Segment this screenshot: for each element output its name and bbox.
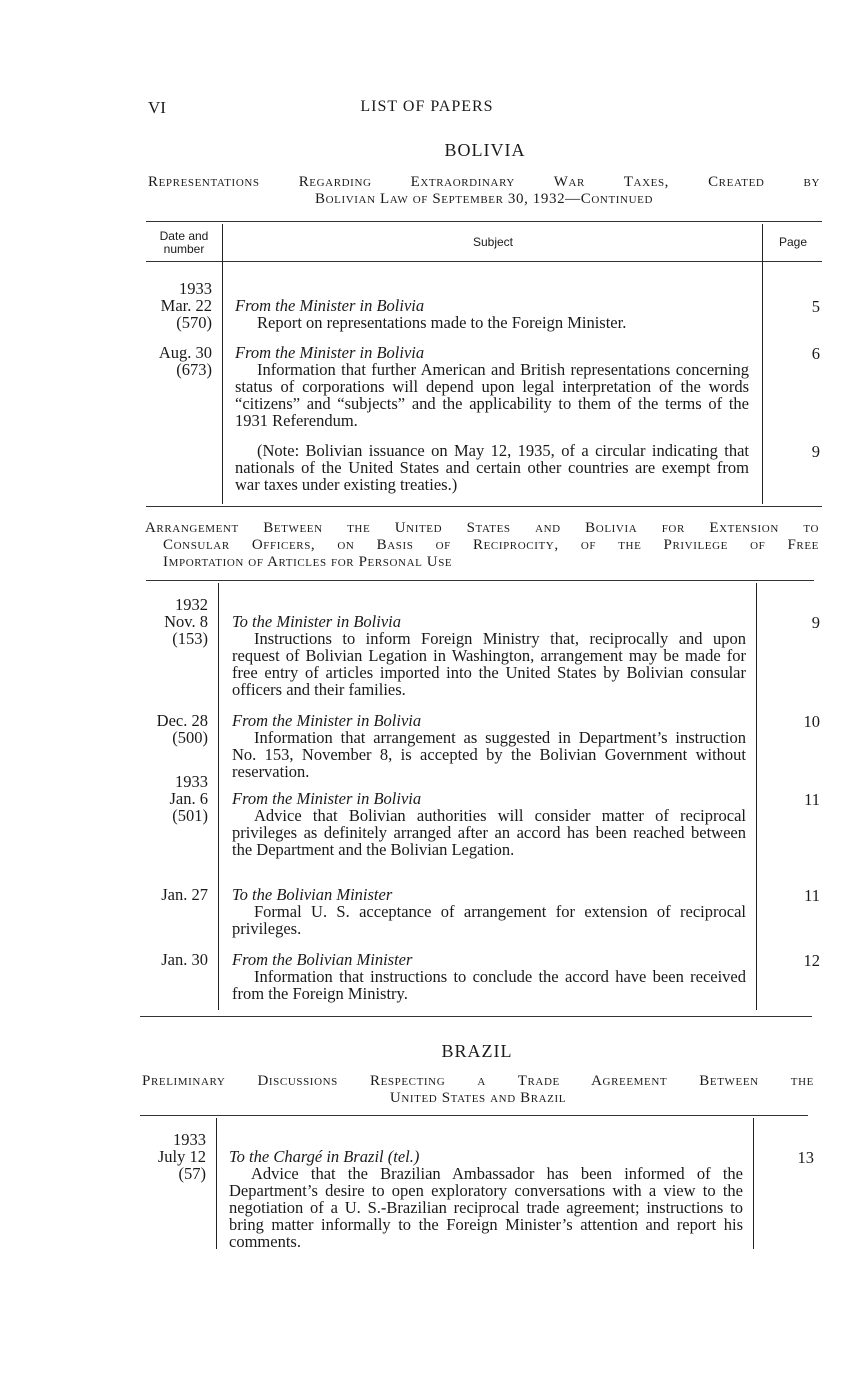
entry-date: 1933 July 12 (57)	[157, 1130, 206, 1183]
entry-summary: Information that further American and British representations concerning status of corporations will depend upon legal interpretation of the words “citizens” and “subjects” and the applicability to them of the terms of the 1931 Referendum.	[235, 360, 749, 430]
entry-heading: From the Bolivian Minister	[232, 950, 413, 969]
entry-summary: Information that instructions to conclude the accord have been received from the Foreign Ministry.	[232, 967, 746, 1003]
section-title-war-taxes	[148, 174, 820, 208]
section-title-consular-privileges	[145, 520, 819, 571]
header-rule	[146, 261, 822, 262]
entry-heading: To the Chargé in Brazil (tel.)	[229, 1147, 420, 1166]
column-divider	[216, 1118, 217, 1249]
entry-date: 1933 Mar. 22 (570)	[160, 279, 212, 332]
section-title-line: Consular Officers, on Basis of Reciprocity, of the Privilege of Free	[163, 537, 819, 553]
column-divider	[218, 583, 219, 1010]
page-ref: 9	[811, 613, 820, 632]
entry-heading: To the Bolivian Minister	[232, 885, 393, 904]
list-item	[232, 886, 746, 937]
section-title-line: Importation of Articles for Personal Use	[163, 554, 453, 570]
column-divider	[762, 224, 763, 504]
entry-heading: From the Minister in Bolivia	[232, 789, 422, 808]
section-title-line: Bolivian Law of September 30, 1932—Continued	[314, 191, 653, 207]
entry-heading: To the Minister in Bolivia	[232, 612, 401, 631]
entry-summary: Instructions to inform Foreign Ministry that, reciprocally and upon request of Bolivian Legation in Washington, arrangement may be made for free entry of articles imported into the United States by Bolivian consular officers and their families.	[232, 629, 746, 699]
list-item	[232, 790, 746, 858]
entry-heading: From the Minister in Bolivia	[235, 296, 425, 315]
running-title: LIST OF PAPERS	[360, 98, 494, 115]
page-ref: 9	[811, 442, 820, 461]
table-top-rule	[146, 580, 814, 581]
country-heading-bolivia: BOLIVIA	[444, 140, 526, 160]
column-divider	[753, 1118, 754, 1249]
column-head-subject: Subject	[472, 235, 514, 249]
list-item	[232, 712, 746, 780]
table-top-rule	[146, 221, 822, 222]
page-ref: 5	[811, 297, 820, 316]
entry-heading: From the Minister in Bolivia	[232, 711, 422, 730]
entry-summary: Advice that the Brazilian Ambassador has been informed of the Department’s desire to open exploratory conversations with a view to the negotiation of a U. S.-Brazilian reciprocal trade agreement; instructions to bring matter informally to the Foreign Minister’s attention and report his comments.	[229, 1164, 743, 1251]
column-divider	[222, 224, 223, 504]
table-bottom-rule	[140, 1016, 812, 1017]
entry-date: Jan. 30	[161, 950, 208, 969]
page-ref: 11	[804, 790, 820, 809]
entry-summary: Formal U. S. acceptance of arrangement for extension of reciprocal privileges.	[232, 902, 746, 938]
column-divider	[756, 583, 757, 1010]
entry-date: Aug. 30 (673)	[158, 343, 212, 379]
list-item	[232, 613, 746, 698]
table-top-rule	[140, 1115, 808, 1116]
column-head-page: Page	[778, 235, 808, 249]
page-number: VI	[148, 98, 166, 117]
column-head-date: Date and number	[159, 229, 209, 256]
entry-date: 1932 Nov. 8 (153)	[164, 595, 208, 648]
entry-heading: From the Minister in Bolivia	[235, 343, 425, 362]
entry-date: Jan. 27	[161, 885, 208, 904]
list-item	[229, 1148, 743, 1250]
section-title-trade-agreement	[142, 1073, 814, 1107]
entry-note: (Note: Bolivian issuance on May 12, 1935, of a circular indicating that nationals of the United States and certain other countries are exempt from war taxes under existing treaties.)	[235, 441, 749, 494]
page-ref: 11	[804, 886, 820, 905]
page-ref: 10	[803, 712, 820, 731]
entry-summary: Advice that Bolivian authorities will consider matter of reciprocal privileges as definitely arranged after an accord has been reached between the Department and the Bolivian Legation.	[232, 806, 746, 859]
section-title-line: Representations Regarding Extraordinary War Taxes, Created by	[148, 174, 820, 190]
section-title-line: Arrangement Between the United States and Bolivia for Extension to	[145, 520, 819, 536]
page-ref: 6	[811, 344, 820, 363]
list-item	[235, 297, 749, 331]
entry-summary: Report on representations made to the Foreign Minister.	[257, 313, 627, 332]
entry-date: 1933 Jan. 6 (501)	[169, 772, 208, 825]
page-ref: 13	[797, 1148, 814, 1167]
section-title-line: Preliminary Discussions Respecting a Trade Agreement Between the	[142, 1073, 814, 1089]
list-item	[235, 344, 749, 429]
entry-summary: Information that arrangement as suggested in Department’s instruction No. 153, November 8, is accepted by the Bolivian Government without reservation.	[232, 728, 746, 781]
country-heading-brazil: BRAZIL	[441, 1041, 513, 1061]
page-ref: 12	[803, 951, 820, 970]
section-title-line: United States and Brazil	[389, 1090, 567, 1106]
list-item	[232, 951, 746, 1002]
entry-date: Dec. 28 (500)	[156, 711, 208, 747]
table-bottom-rule	[146, 506, 822, 507]
